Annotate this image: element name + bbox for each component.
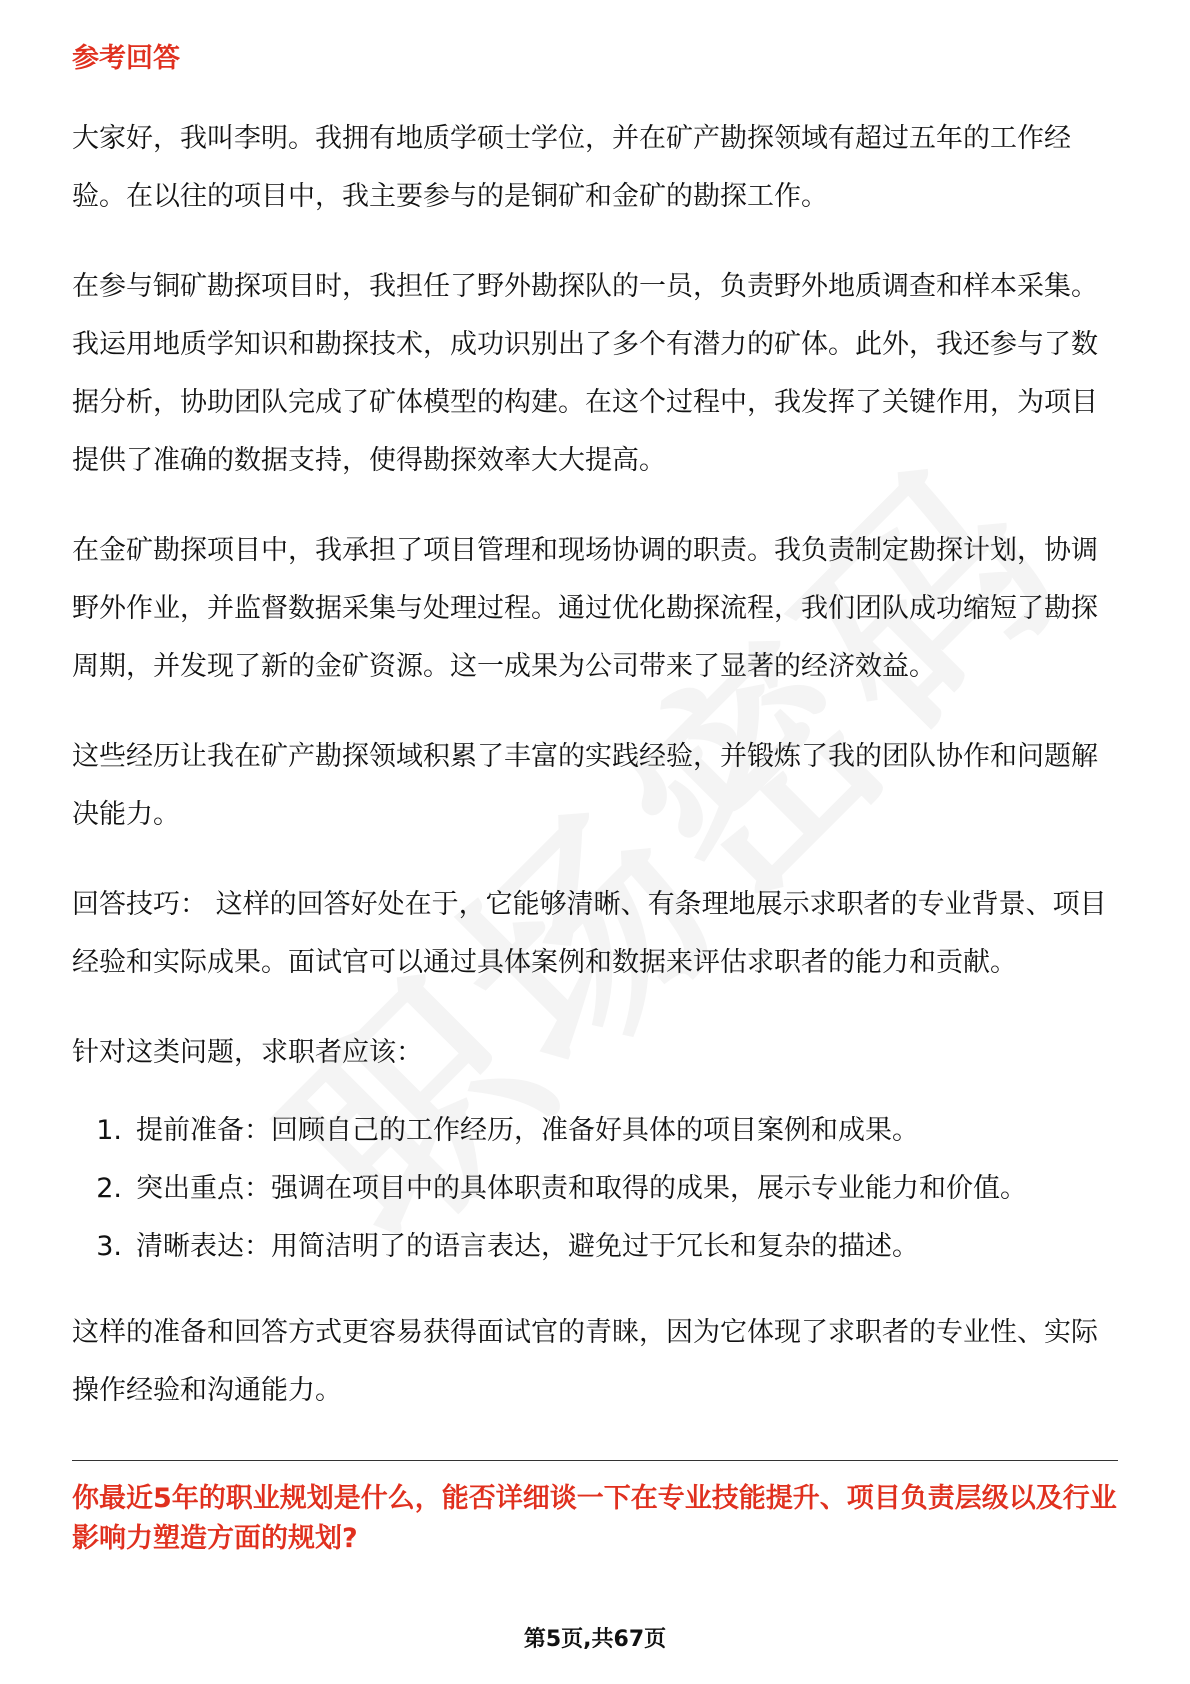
paragraph-gold-project: 在金矿勘探项目中，我承担了项目管理和现场协调的职责。我负责制定勘探计划，协调野外作业，并监督数据采集与处理过程。通过优化勘探流程，我们团队成功缩短了勘探周期，并发现了新的金矿资源。这一成果为公司带来了显著的经济效益。 xyxy=(72,534,1098,682)
list-item xyxy=(72,1218,1118,1276)
list-item-text: 突出重点：强调在项目中的具体职责和取得的成果，展示专业能力和价值。 xyxy=(136,1172,1027,1204)
paragraph-copper-project: 在参与铜矿勘探项目时，我担任了野外勘探队的一员，负责野外地质调查和样本采集。我运用地质学知识和勘探技术，成功识别出了多个有潜力的矿体。此外，我还参与了数据分析，协助团队完成了矿体模型的构建。在这个过程中，我发挥了关键作用，为项目提供了准确的数据支持，使得勘探效率大大提高。 xyxy=(72,270,1098,476)
list-item-number: 2. xyxy=(96,1172,122,1204)
paragraph-intro: 大家好，我叫李明。我拥有地质学硕士学位，并在矿产勘探领域有超过五年的工作经验。在以往的项目中，我主要参与的是铜矿和金矿的勘探工作。 xyxy=(72,122,1071,212)
next-question: 你最近5年的职业规划是什么，能否详细谈一下在专业技能提升、项目负责层级以及行业影响力塑造方面的规划? xyxy=(72,1482,1117,1554)
list-item-number: 3. xyxy=(96,1230,122,1262)
divider xyxy=(72,1460,1118,1461)
list-item-text: 提前准备：回顾自己的工作经历，准备好具体的项目案例和成果。 xyxy=(136,1114,919,1146)
paragraph-summary: 这些经历让我在矿产勘探领域积累了丰富的实践经验，并锻炼了我的团队协作和问题解决能力。 xyxy=(72,740,1098,830)
paragraph-advice-intro: 针对这类问题，求职者应该： xyxy=(72,1036,423,1068)
page-number: 第5页,共67页 xyxy=(523,1627,667,1652)
list-item xyxy=(72,1102,1118,1160)
list-item-number: 1. xyxy=(96,1114,122,1146)
page-content xyxy=(72,40,1118,1559)
paragraph-closing: 这样的准备和回答方式更容易获得面试官的青睐，因为它体现了求职者的专业性、实际操作经验和沟通能力。 xyxy=(72,1316,1098,1406)
section-title: 参考回答 xyxy=(72,43,180,74)
list-item xyxy=(72,1160,1118,1218)
tips-list xyxy=(72,1102,1118,1276)
list-item-text: 清晰表达：用简洁明了的语言表达，避免过于冗长和复杂的描述。 xyxy=(136,1230,919,1262)
paragraph-answer-tips: 回答技巧： 这样的回答好处在于，它能够清晰、有条理地展示求职者的专业背景、项目经验和实际成果。面试官可以通过具体案例和数据来评估求职者的能力和贡献。 xyxy=(72,888,1107,978)
